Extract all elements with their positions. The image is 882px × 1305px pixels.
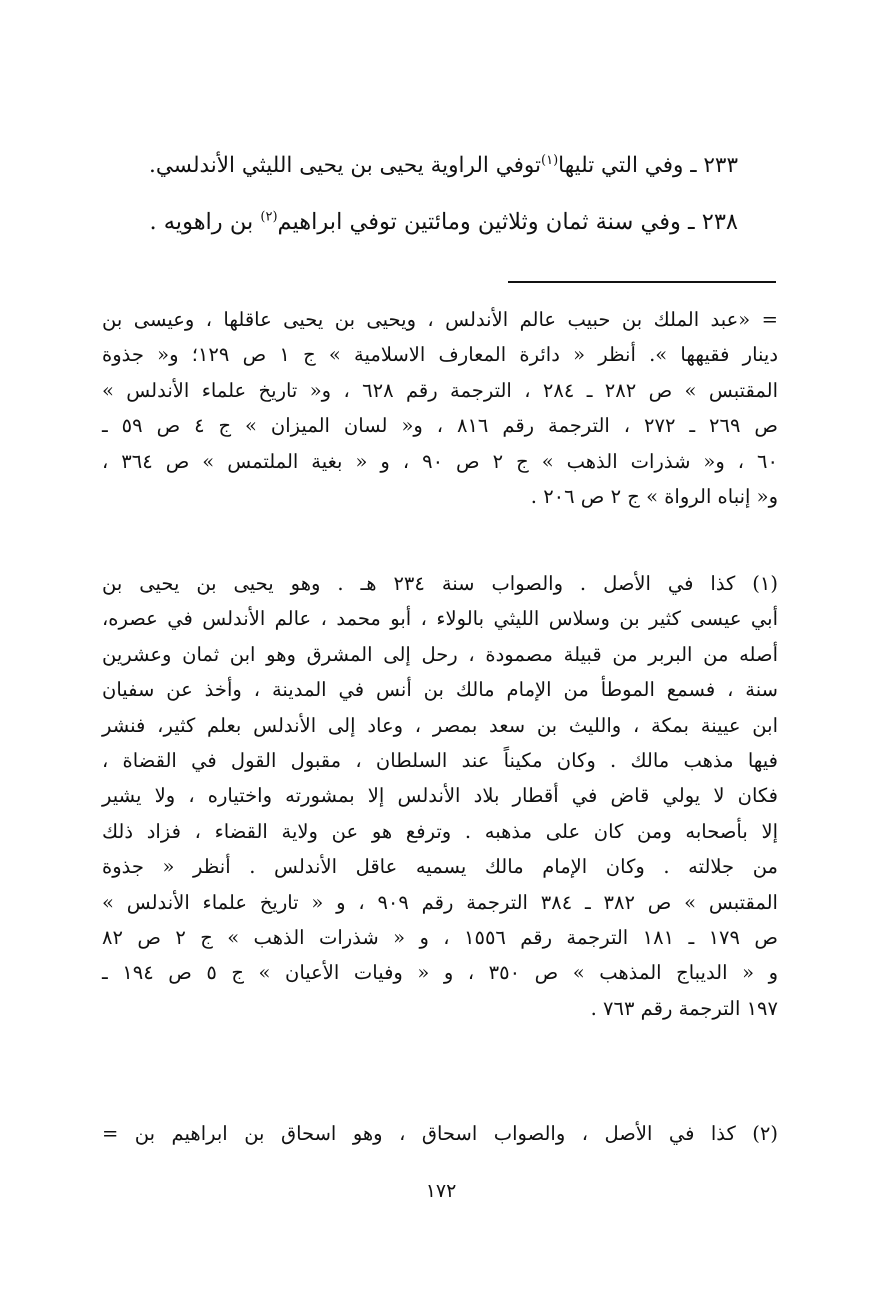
- footnote-line: أبي عيسى كثير بن وسلاس الليثي بالولاء ، أبو محمد ، عالم الأندلس في عصره،: [102, 607, 778, 631]
- main-text-line-1-end: توفي الراوية يحيى بن يحيى الليثي الأندلسي.: [149, 153, 541, 178]
- footnote-separator: [508, 281, 776, 283]
- footnote-line: (١) كذا في الأصل . والصواب سنة ٢٣٤ هـ . وهو يحيى بن يحيى بن: [102, 572, 778, 595]
- footnote-ref-2[interactable]: (٢): [260, 209, 278, 225]
- footnote-line: و« إنباه الرواة » ج ٢ ص ٢٠٦ .: [530, 485, 778, 509]
- footnote-1: [102, 566, 778, 1026]
- main-text-line-2-start: ٢٣٨ ـ وفي سنة ثمان وثلاثين ومائتين توفي ابراهيم: [277, 209, 738, 235]
- footnote-line: المقتبس » ص ٣٨٢ ـ ٣٨٤ الترجمة رقم ٩٠٩ ، و « تاريخ علماء الأندلس »: [102, 890, 778, 914]
- footnote-2: [102, 1116, 778, 1151]
- page-number: ١٧٢: [425, 1180, 457, 1202]
- footnote-line: ١٩٧ الترجمة رقم ٧٦٣ .: [590, 996, 778, 1020]
- main-text-line-2: [148, 194, 738, 250]
- footnote-line: ص ٢٦٩ ـ ٢٧٢ ، الترجمة رقم ٨١٦ ، و« لسان الميزان » ج ٤ ص ٥٩ ـ: [102, 414, 778, 438]
- main-text-line-1: [148, 138, 738, 194]
- main-text-line-2-end: بن راهويه .: [149, 209, 254, 235]
- footnote-line: المقتبس » ص ٢٨٢ ـ ٢٨٤ ، الترجمة رقم ٦٢٨ ، و« تاريخ علماء الأندلس »: [102, 378, 778, 402]
- main-text-line-1-start: ٢٣٣ ـ وفي التي تليها: [558, 153, 738, 178]
- main-text: [148, 138, 738, 250]
- footnote-line: أصله من البربر من قبيلة مصمودة ، رحل إلى المشرق وهو ابن ثمان وعشرين: [102, 642, 778, 666]
- footnote-line: ص ١٧٩ ـ ١٨١ الترجمة رقم ١٥٥٦ ، و « شذرات الذهب » ج ٢ ص ٨٢: [102, 926, 778, 950]
- footnote-line: و « الديباج المذهب » ص ٣٥٠ ، و « وفيات الأعيان » ج ٥ ص ١٩٤ ـ: [102, 961, 778, 985]
- footnote-line: فكان لا يولي قاض في أقطار بلاد الأندلس إلا بمشورته واختياره ، ولا يشير: [102, 784, 778, 808]
- footnote-continuation: [102, 302, 778, 514]
- footnote-line: ٦٠ ، و« شذرات الذهب » ج ٢ ص ٩٠ ، و « بغية الملتمس » ص ٣٦٤ ،: [102, 449, 778, 473]
- footnote-line: فيها مذهب مالك . وكان مكيناً عند السلطان ، مقبول القول في القضاة ،: [102, 749, 778, 773]
- footnote-line: سنة ، فسمع الموطأ من الإمام مالك بن أنس في المدينة ، وأخذ عن سفيان: [102, 678, 778, 702]
- footnote-line: من جلالته . وكان الإمام مالك يسميه عاقل الأندلس . أنظر « جذوة: [102, 855, 778, 879]
- footnote-line: ابن عيينة بمكة ، والليث بن سعد بمصر ، وعاد إلى الأندلس بعلم كثير، فنشر: [102, 713, 778, 737]
- footnote-ref-1[interactable]: (١): [541, 152, 559, 168]
- footnote-line: إلا بأصحابه ومن كان على مذهبه . وترفع هو عن ولاية القضاء ، فزاد ذلك: [102, 819, 778, 843]
- footnote-line: (٢) كذا في الأصل ، والصواب اسحاق ، وهو اسحاق بن ابراهيم بن =: [102, 1122, 778, 1145]
- footnote-line: = «عبد الملك بن حبيب عالم الأندلس ، ويحيى بن يحيى عاقلها ، وعيسى بن: [102, 308, 778, 331]
- footnote-line: دينار فقيهها ». أنظر « دائرة المعارف الاسلامية » ج ١ ص ١٢٩؛ و« جذوة: [102, 343, 778, 367]
